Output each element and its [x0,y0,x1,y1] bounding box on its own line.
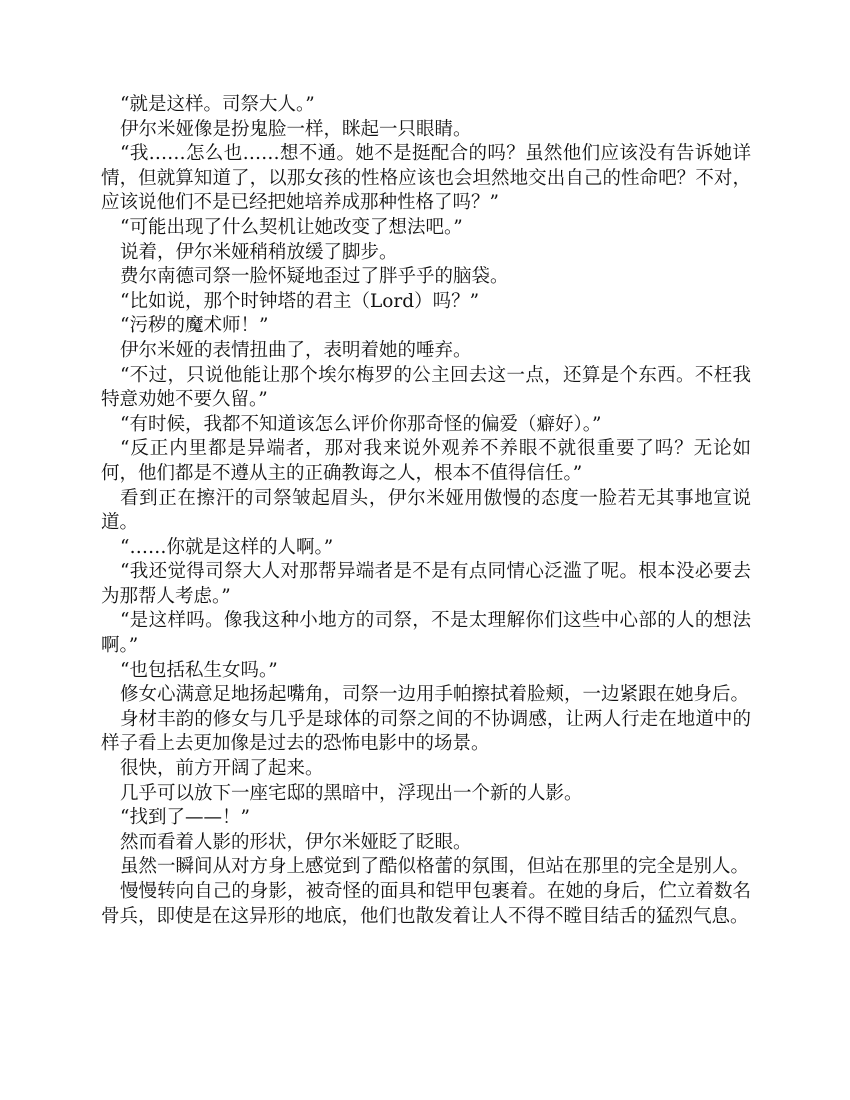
paragraph: “我还觉得司祭大人对那帮异端者是不是有点同情心泛滥了呢。根本没必要去为那帮人考虑。” [101,561,751,607]
paragraph: “……你就是这样的人啊。” [120,536,334,558]
paragraph: “找到了——！” [120,807,250,829]
paragraph: “不过，只说他能让那个埃尔梅罗的公主回去这一点，还算是个东西。不枉我特意劝她不要久留。” [101,364,751,411]
paragraph: 很快，前方开阔了起来。 [120,758,324,780]
paragraph: 伊尔米娅的表情扭曲了，表明着她的唾弃。 [120,339,472,361]
paragraph: 看到正在擦汗的司祭皱起眉头，伊尔米娅用傲慢的态度一脸若无其事地宣说道。 [101,487,751,534]
paragraph: 然而看着人影的形状，伊尔米娅眨了眨眼。 [120,831,472,853]
paragraph: 慢慢转向自己的身影，被奇怪的面具和铠甲包裹着。在她的身后，伫立着数名骨兵，即使是在这异形的地底，他们也散发着让人不得不瞠目结舌的猛烈气息。 [101,881,751,927]
paragraph: “污秽的魔术师！” [120,315,269,337]
paragraph: “可能出现了什么契机让她改变了想法吧。” [120,216,463,238]
document-page [101,93,751,929]
paragraph: “也包括私生女吗。” [120,659,278,681]
paragraph: 伊尔米娅像是扮鬼脸一样，眯起一只眼睛。 [120,118,472,140]
paragraph: “是这样吗。像我这种小地方的司祭，不是太理解你们这些中心部的人的想法啊。” [101,610,751,657]
paragraph: 虽然一瞬间从对方身上感觉到了酷似格蕾的氛围，但站在那里的完全是别人。 [120,856,750,878]
paragraph: 几乎可以放下一座宅邸的黑暗中，浮现出一个新的人影。 [120,782,583,804]
paragraph: “我……怎么也……想不通。她不是挺配合的吗？虽然他们应该没有告诉她详情，但就算知道了，以那女孩的性格应该也会坦然地交出自己的性命吧？不对，应该说他们不是已经把她培养成那种性格了吗？” [101,143,751,214]
paragraph: 说着，伊尔米娅稍稍放缓了脚步。 [120,241,398,263]
paragraph: “比如说，那个时钟塔的君主（Lord）吗？” [120,290,480,312]
paragraph: 身材丰韵的修女与几乎是球体的司祭之间的不协调感，让两人行走在地道中的样子看上去更加像是过去的恐怖电影中的场景。 [101,708,751,755]
paragraph: 费尔南德司祭一脸怀疑地歪过了胖乎乎的脑袋。 [120,266,509,288]
paragraph: “就是这样。司祭大人。” [120,94,315,115]
paragraph: “反正内里都是异端者，那对我来说外观养不养眼不就很重要了吗？无论如何，他们都是不遵从主的正确教诲之人，根本不值得信任。” [101,438,751,484]
paragraph: “有时候，我都不知道该怎么评价你那奇怪的偏爱（癖好）。” [120,413,602,435]
paragraph: 修女心满意足地扬起嘴角，司祭一边用手帕擦拭着脸颊，一边紧跟在她身后。 [120,684,750,706]
